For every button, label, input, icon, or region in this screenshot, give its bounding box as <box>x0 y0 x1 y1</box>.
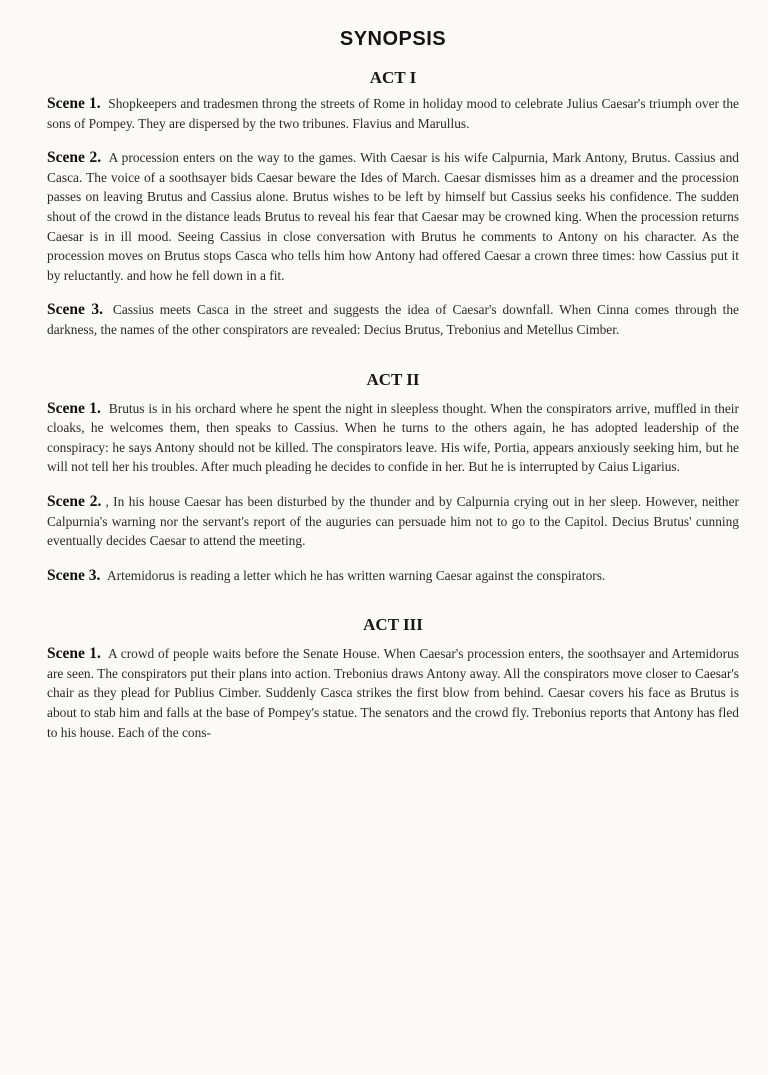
scene-label: Scene 3. <box>47 566 101 584</box>
act2-scene2 <box>47 492 739 551</box>
act-heading-3: ACT III <box>363 615 423 635</box>
scene-label: Scene 1. <box>47 645 101 663</box>
page-title: SYNOPSIS <box>339 28 447 50</box>
act2-scene1 <box>47 399 739 477</box>
scene-text: Brutus is in his orchard where he spent the night in sleepless thought. When the conspirators arrive, muffled in their cloaks, he welcomes them, then speaks to Cassius. When he turns to the others again, he has adopted leadership of the conspiracy: he says Antony should not be killed. The conspirators leave. His wife, Portia, appears anxiously seeking him, but he will not tell her his troubles. After much pleading he decides to confide in her. But he is interrupted by Caius Ligarius. <box>47 400 739 475</box>
act-heading-2: ACT II <box>366 369 420 389</box>
act3-scene1 <box>47 644 739 742</box>
act-heading-1: ACT I <box>369 68 417 87</box>
scene-text: A procession enters on the way to the games. With Caesar is his wife Calpurnia, Mark Antony, Brutus. Cassius and Casca. The voice of a soothsayer bids Caesar beware the Ides of March. Caesar dismisses him as a dreamer and the procession passes on leaving Brutus and Cassius alone. Brutus wishes to be left by himself but Cassius seeks his confidence. The sudden shout of the crowd in the distance leads Brutus to reveal his fear that Caesar may be crowned king. When the procession returns Caesar is in ill mood. Seeing Cassius in close conversation with Brutus he comments to Antony on his character. As the procession moves on Brutus stops Casca who tells him how Antony had offered Caesar a crown three times: how Cassius put it by reluctantly. and how he fell down in a fit. <box>47 150 739 283</box>
scene-label: Scene 1. <box>47 95 101 112</box>
act2-scene3 <box>47 566 739 586</box>
scene-label: Scene 1. <box>47 399 101 417</box>
scene-text: Shopkeepers and tradesmen throng the streets of Rome in holiday mood to celebrate Julius Caesar's triumph over the sons of Pompey. They are dispersed by the two tribunes. Flavius and Marullus. <box>47 96 739 131</box>
scene-label: Scene 3. <box>47 301 103 319</box>
act1-scene1 <box>47 94 739 133</box>
scene-text: A crowd of people waits before the Senate House. When Caesar's procession enters, the soothsayer and Artemidorus are seen. The conspirators put their plans into action. Trebonius draws Antony away. All the conspirators move closer to Caesar's chair as they plead for Publius Cimber. Suddenly Casca strikes the first blow from behind. Caesar covers his face as Brutus is about to stab him and falls at the base of Pompey's statue. The senators and the crowd fly. Trebonius reports that Antony has fled to his house. Each of the cons- <box>47 646 739 740</box>
scene-label: Scene 2. <box>47 149 102 167</box>
scene-text: Cassius meets Casca in the street and suggests the idea of Caesar's downfall. When Cinna comes through the darkness, the names of the other conspirators are revealed: Decius Brutus, Trebonius and Metellus Cimber. <box>47 302 739 337</box>
scene-text: Artemidorus is reading a letter which he has written warning Caesar against the conspirators. <box>107 567 606 583</box>
synopsis-page <box>47 26 739 757</box>
act1-scene3 <box>47 300 739 339</box>
act1-scene2 <box>47 148 739 285</box>
scene-label: Scene 2. <box>47 492 102 510</box>
scene-text: , In his house Caesar has been disturbed by the thunder and by Calpurnia crying out in her sleep. However, neither Calpurnia's warning nor the servant's report of the auguries can persuade him not to go to the Capitol. Decius Brutus' cunning eventually decides Caesar to attend the meeting. <box>47 493 739 549</box>
